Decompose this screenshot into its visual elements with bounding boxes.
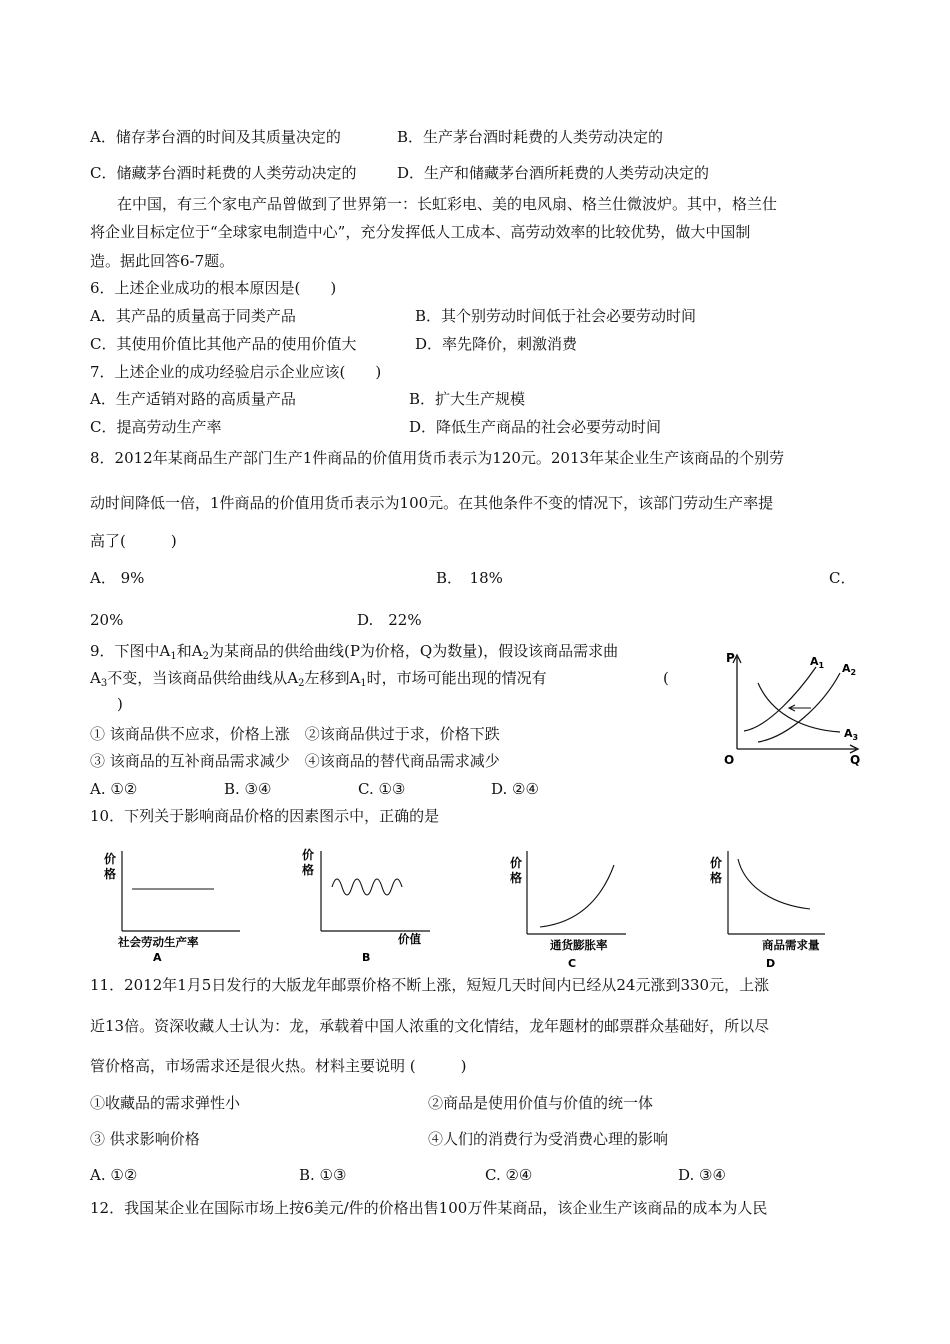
q10-graph-b: [290, 843, 460, 965]
svg-text:格: 格: [302, 863, 315, 877]
q11-line-1: 11．2012年1月5日发行的大版龙年邮票价格不断上涨，短短几天时间内已经从24元涨到330元，上涨: [90, 976, 770, 994]
svg-text:社会劳动生产率: 社会劳动生产率: [118, 935, 199, 949]
q11-item-2: ②商品是使用价值与价值的统一体: [428, 1094, 654, 1112]
q8-option-b: B． 18%: [436, 569, 503, 587]
q8-line-2: 动时间降低一倍，1件商品的价值用货币表示为100元。在其他条件不变的情况下，该部门劳动生产率提: [90, 494, 774, 512]
q11-option-b: B. ①③: [299, 1166, 347, 1184]
svg-text:格: 格: [104, 867, 117, 881]
q9-line-1: 9．下图中$A_1$和$A_2$为某商品的供给曲线(P为价格，Q为数量)，假设该商品需求曲: [90, 642, 619, 662]
passage-line-2: 将企业目标定位于“全球家电制造中心”，充分发挥低人工成本、高劳动效率的比较优势，做大中国制: [90, 223, 751, 241]
svg-text:B: B: [362, 951, 371, 964]
q11-line-3: 管价格高，市场需求还是很火热。材料主要说明 ( ): [90, 1057, 467, 1075]
q11-option-d: D. ③④: [678, 1166, 726, 1184]
svg-text:C: C: [568, 957, 577, 970]
svg-text:格: 格: [510, 871, 523, 885]
q9-items-3-4: ③ 该商品的互补商品需求减少 ④该商品的替代商品需求减少: [90, 752, 500, 770]
q10-graph-c: [500, 843, 640, 973]
q9-option-c: C. ①③: [358, 780, 406, 798]
q9-paren-close: ): [117, 695, 123, 713]
q6-option-a: A．其产品的质量高于同类产品: [90, 307, 296, 325]
q6-stem: 6．上述企业成功的根本原因是( ): [90, 279, 337, 297]
q11-option-a: A. ①②: [90, 1166, 138, 1184]
passage-line-3: 造。据此回答6-7题。: [90, 252, 235, 270]
axis-p-label: P: [726, 651, 735, 665]
svg-text:价: 价: [510, 856, 523, 870]
q8-option-c-value: 20%: [90, 611, 124, 629]
q8-option-a: A． 9%: [90, 569, 145, 587]
q8-line-1: 8．2012年某商品生产部门生产1件商品的价值用货币表示为120元。2013年某企业生产该商品的个别劳: [90, 449, 785, 467]
svg-text:D: D: [766, 957, 776, 970]
q11-line-2: 近13倍。资深收藏人士认为：龙，承载着中国人浓重的文化情结，龙年题材的邮票群众基础好，所以尽: [90, 1017, 770, 1035]
q10-graph-d: [700, 843, 840, 973]
q6-option-d: D．率先降价，刺激消费: [415, 335, 578, 353]
q8-option-d: D. 22%: [357, 611, 422, 629]
q9-option-a: A. ①②: [90, 780, 138, 798]
q9-supply-demand-graph: [718, 645, 868, 770]
origin-label: O: [724, 753, 735, 767]
svg-text:格: 格: [710, 871, 723, 885]
a3-label: $A_3$: [844, 727, 859, 742]
svg-text:商品需求量: 商品需求量: [762, 938, 820, 952]
q9-paren-open: (: [663, 669, 669, 687]
q7-stem: 7．上述企业的成功经验启示企业应该( ): [90, 363, 382, 381]
q6-option-c: C．其使用价值比其他产品的使用价值大: [90, 335, 357, 353]
q11-item-1: ①收藏品的需求弹性小: [90, 1094, 241, 1112]
svg-text:A: A: [153, 951, 162, 964]
q7-option-b: B．扩大生产规模: [409, 390, 526, 408]
q9-option-d: D. ②④: [491, 780, 539, 798]
q7-option-a: A．生产适销对路的高质量产品: [90, 390, 296, 408]
q7-option-d: D．降低生产商品的社会必要劳动时间: [409, 418, 662, 436]
q5-option-d: D．生产和储藏茅台酒所耗费的人类劳动决定的: [397, 164, 710, 182]
svg-text:通货膨胀率: 通货膨胀率: [550, 938, 608, 952]
q12-line-1: 12．我国某企业在国际市场上按6美元/件的价格出售100万件某商品，该企业生产该商品的成本为人民: [90, 1199, 768, 1217]
graph-c-curve: [540, 865, 614, 927]
a1-label: $A_1$: [810, 655, 825, 670]
a2-label: $A_2$: [842, 662, 857, 677]
q11-item-4: ④人们的消费行为受消费心理的影响: [428, 1130, 669, 1148]
q9-items-1-2: ① 该商品供不应求，价格上涨 ②该商品供过于求，价格下跌: [90, 725, 500, 743]
svg-text:价值: 价值: [398, 932, 421, 946]
q7-option-c: C．提高劳动生产率: [90, 418, 222, 436]
q5-option-c: C．储藏茅台酒时耗费的人类劳动决定的: [90, 164, 357, 182]
passage-line-1: 在中国，有三个家电产品曾做到了世界第一：长虹彩电、美的电风扇、格兰仕微波炉。其中，格兰仕: [117, 195, 778, 213]
q11-option-c: C. ②④: [485, 1166, 533, 1184]
svg-text:价: 价: [104, 852, 117, 866]
q11-item-3: ③ 供求影响价格: [90, 1130, 200, 1148]
curve-a1: [744, 667, 816, 731]
q9-option-b: B. ③④: [224, 780, 272, 798]
graph-b-wave: [332, 879, 402, 895]
q6-option-b: B．其个别劳动时间低于社会必要劳动时间: [415, 307, 697, 325]
svg-text:价: 价: [710, 856, 723, 870]
q5-option-a: A．储存茅台酒的时间及其质量决定的: [90, 128, 341, 146]
q5-option-b: B．生产茅台酒时耗费的人类劳动决定的: [397, 128, 664, 146]
svg-text:价: 价: [302, 848, 315, 862]
graph-d-curve: [738, 859, 810, 909]
axis-q-label: Q: [850, 753, 861, 767]
q10-graph-a: [90, 843, 260, 965]
q8-option-c: C．: [829, 569, 856, 587]
q9-line-2: $A_3$不变，当该商品供给曲线从$A_2$左移到$A_1$时，市场可能出现的情况有: [90, 669, 547, 689]
q8-line-3: 高了( ): [90, 532, 177, 550]
q10-stem: 10．下列关于影响商品价格的因素图示中，正确的是: [90, 807, 440, 825]
